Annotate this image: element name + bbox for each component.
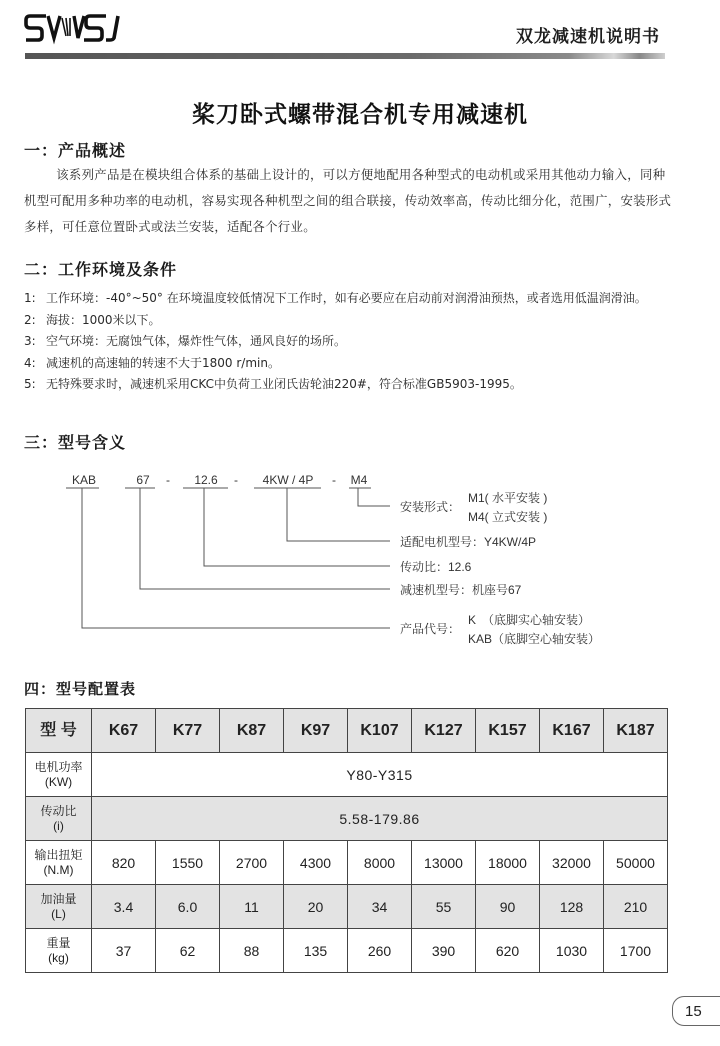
weight-cell: 37 xyxy=(92,929,156,973)
model-header: K97 xyxy=(284,709,348,753)
ratio-range: 5.58-179.86 xyxy=(92,797,668,841)
weight-cell: 88 xyxy=(220,929,284,973)
table-header-row xyxy=(26,709,668,753)
oil-volume-cell: 3.4 xyxy=(92,885,156,929)
torque-cell: 1550 xyxy=(156,841,220,885)
code-part-motor: 4KW / 4P xyxy=(262,473,314,487)
row-label-text: 传动比 xyxy=(40,803,77,818)
row-label xyxy=(26,929,92,973)
header-divider-bar xyxy=(25,53,665,59)
list-item xyxy=(24,331,684,353)
item-number: 3: xyxy=(24,334,36,348)
list-item xyxy=(24,353,684,375)
section-heading-config-table: 四：型号配置表 xyxy=(24,680,137,698)
row-unit: (N.M) xyxy=(43,862,74,877)
connector-lines xyxy=(66,488,390,628)
brand-logo xyxy=(22,10,122,46)
environment-list xyxy=(24,288,684,396)
product-code-k: K （底脚实心轴安装） xyxy=(468,613,591,627)
item-text: 海拔：1000米以下。 xyxy=(46,312,161,327)
torque-cell: 4300 xyxy=(284,841,348,885)
code-separator: - xyxy=(332,473,336,487)
oil-volume-cell: 90 xyxy=(476,885,540,929)
code-part-mount: M4 xyxy=(350,473,368,487)
weight-cell: 62 xyxy=(156,929,220,973)
weight-cell: 1030 xyxy=(540,929,604,973)
oil-volume-cell: 55 xyxy=(412,885,476,929)
torque-cell: 50000 xyxy=(604,841,668,885)
model-code-diagram xyxy=(0,460,720,660)
oil-volume-cell: 20 xyxy=(284,885,348,929)
reducer-model-label: 减速机型号：机座号67 xyxy=(400,583,522,597)
product-code-kab: KAB（底脚空心轴安装） xyxy=(468,632,601,646)
item-number: 5: xyxy=(24,377,36,391)
torque-cell: 2700 xyxy=(220,841,284,885)
weight-cell: 260 xyxy=(348,929,412,973)
mount-type-m4: M4( 立式安装 ) xyxy=(468,510,548,524)
row-label xyxy=(26,885,92,929)
model-header: K87 xyxy=(220,709,284,753)
model-header: K67 xyxy=(92,709,156,753)
weight-cell: 620 xyxy=(476,929,540,973)
torque-cell: 13000 xyxy=(412,841,476,885)
list-item xyxy=(24,288,684,310)
oil-volume-cell: 6.0 xyxy=(156,885,220,929)
table-row xyxy=(26,929,668,973)
section-heading-model-meaning: 三：型号含义 xyxy=(24,433,127,452)
table-row xyxy=(26,885,668,929)
row-label-text: 电机功率 xyxy=(34,759,83,774)
mount-type-label: 安装形式： xyxy=(400,500,461,514)
row-unit: (kg) xyxy=(48,950,69,965)
torque-cell: 820 xyxy=(92,841,156,885)
weight-cell: 1700 xyxy=(604,929,668,973)
model-header: K187 xyxy=(604,709,668,753)
oil-volume-cell: 210 xyxy=(604,885,668,929)
oil-volume-cell: 128 xyxy=(540,885,604,929)
row-label-text: 重量 xyxy=(46,935,71,950)
row-unit: (i) xyxy=(53,818,64,833)
row-label-text: 输出扭矩 xyxy=(34,847,83,862)
model-header: K127 xyxy=(412,709,476,753)
torque-cell: 32000 xyxy=(540,841,604,885)
torque-cell: 8000 xyxy=(348,841,412,885)
model-header: K167 xyxy=(540,709,604,753)
code-part-series: KAB xyxy=(71,473,97,487)
item-text: 工作环境：-40°~50° 在环境温度较低情况下工作时，如有必要应在启动前对润滑油预热，或者选用低温润滑油。 xyxy=(46,291,647,305)
motor-power-range: Y80-Y315 xyxy=(92,753,668,797)
row-label-text: 加油量 xyxy=(40,891,77,906)
product-code-label: 产品代号： xyxy=(400,622,461,636)
item-text: 空气环境：无腐蚀气体，爆炸性气体，通风良好的场所。 xyxy=(46,334,347,348)
row-unit: (KW) xyxy=(44,774,73,789)
weight-cell: 390 xyxy=(412,929,476,973)
table-row xyxy=(26,797,668,841)
item-number: 1: xyxy=(24,291,36,305)
model-header: K77 xyxy=(156,709,220,753)
item-text: 无特殊要求时，减速机采用CKC中负荷工业闭氏齿轮油220#，符合标准GB5903-1995。 xyxy=(46,377,522,391)
header-label: 型 号 xyxy=(26,709,92,753)
row-label xyxy=(26,797,92,841)
code-separator: - xyxy=(234,473,238,487)
code-part-size: 67 xyxy=(136,473,150,487)
code-part-ratio: 12.6 xyxy=(194,473,218,487)
page-title: 桨刀卧式螺带混合机专用减速机 xyxy=(192,102,528,128)
ratio-label: 传动比：12.6 xyxy=(400,560,472,574)
model-header: K157 xyxy=(476,709,540,753)
item-number: 4: xyxy=(24,355,36,370)
code-separator: - xyxy=(166,473,170,487)
mount-type-m1: M1( 水平安装 ) xyxy=(468,491,548,505)
oil-volume-cell: 34 xyxy=(348,885,412,929)
item-text: 减速机的高速轴的转速不大于1800 r/min。 xyxy=(46,355,280,370)
page-number: 15 xyxy=(672,996,720,1026)
row-label xyxy=(26,753,92,797)
model-header: K107 xyxy=(348,709,412,753)
item-number: 2: xyxy=(24,312,36,327)
list-item xyxy=(24,310,684,332)
row-label xyxy=(26,841,92,885)
section-heading-overview: 一：产品概述 xyxy=(24,141,127,160)
torque-cell: 18000 xyxy=(476,841,540,885)
motor-model-label: 适配电机型号：Y4KW/4P xyxy=(400,535,537,549)
row-unit: (L) xyxy=(51,906,66,921)
table-row xyxy=(26,753,668,797)
overview-paragraph: 该系列产品是在模块组合体系的基础上设计的，可以方便地配用各种型式的电动机或采用其他动力输入，同种机型可配用多种功率的电动机，容易实现各种机型之间的组合联接，传动效率高，传动比细分化，范围广，安装形式多样，可任意位置卧式或法兰安装，适配各个行业。 xyxy=(24,167,672,234)
section-heading-environment: 二：工作环境及条件 xyxy=(24,260,178,279)
oil-volume-cell: 11 xyxy=(220,885,284,929)
document-series-title: 双龙减速机说明书 xyxy=(516,27,660,47)
table-row xyxy=(26,841,668,885)
model-config-table xyxy=(25,708,668,973)
list-item xyxy=(24,374,684,396)
weight-cell: 135 xyxy=(284,929,348,973)
